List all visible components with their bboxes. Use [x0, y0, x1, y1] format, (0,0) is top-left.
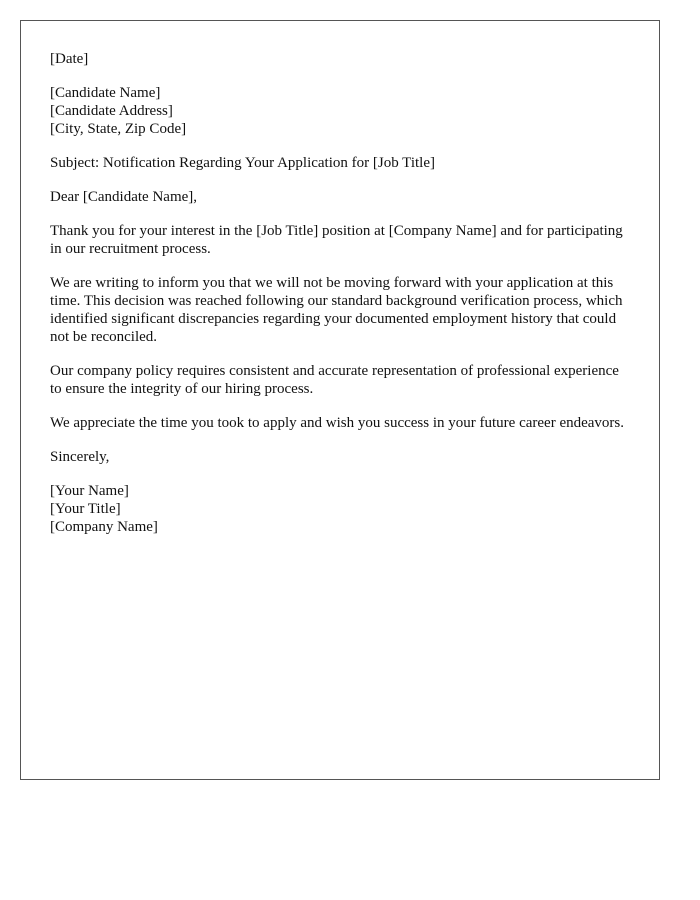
body-paragraph-3: Our company policy requires consistent and accurate representation of professional experience to ensure the integrity of our hiring process.	[50, 363, 619, 397]
body-paragraph-2: We are writing to inform you that we will not be moving forward with your application at this time. This decision was reached following our standard background verification process, which identified significant discrepancies regarding your documented employment history that could not be reconciled.	[50, 275, 623, 345]
letter-subject: Subject: Notification Regarding Your Application for [Job Title]	[50, 155, 435, 171]
body-paragraph-4: We appreciate the time you took to apply and wish you success in your future career endeavors.	[50, 415, 625, 431]
signature-block	[50, 482, 631, 536]
signature-title: [Your Title]	[50, 501, 121, 517]
letter-closing: Sincerely,	[50, 449, 110, 465]
body-paragraph-1: Thank you for your interest in the [Job Title] position at [Company Name] and for participating in our recruitment process.	[50, 223, 623, 257]
signature-company: [Company Name]	[50, 519, 158, 535]
letter-salutation: Dear [Candidate Name],	[50, 189, 198, 205]
letter-date: [Date]	[50, 51, 89, 67]
signature-name: [Your Name]	[50, 483, 129, 499]
recipient-block	[50, 84, 631, 138]
recipient-address: [Candidate Address]	[50, 103, 173, 119]
letter-page	[20, 20, 660, 780]
recipient-name: [Candidate Name]	[50, 85, 161, 101]
recipient-city: [City, State, Zip Code]	[50, 121, 187, 137]
